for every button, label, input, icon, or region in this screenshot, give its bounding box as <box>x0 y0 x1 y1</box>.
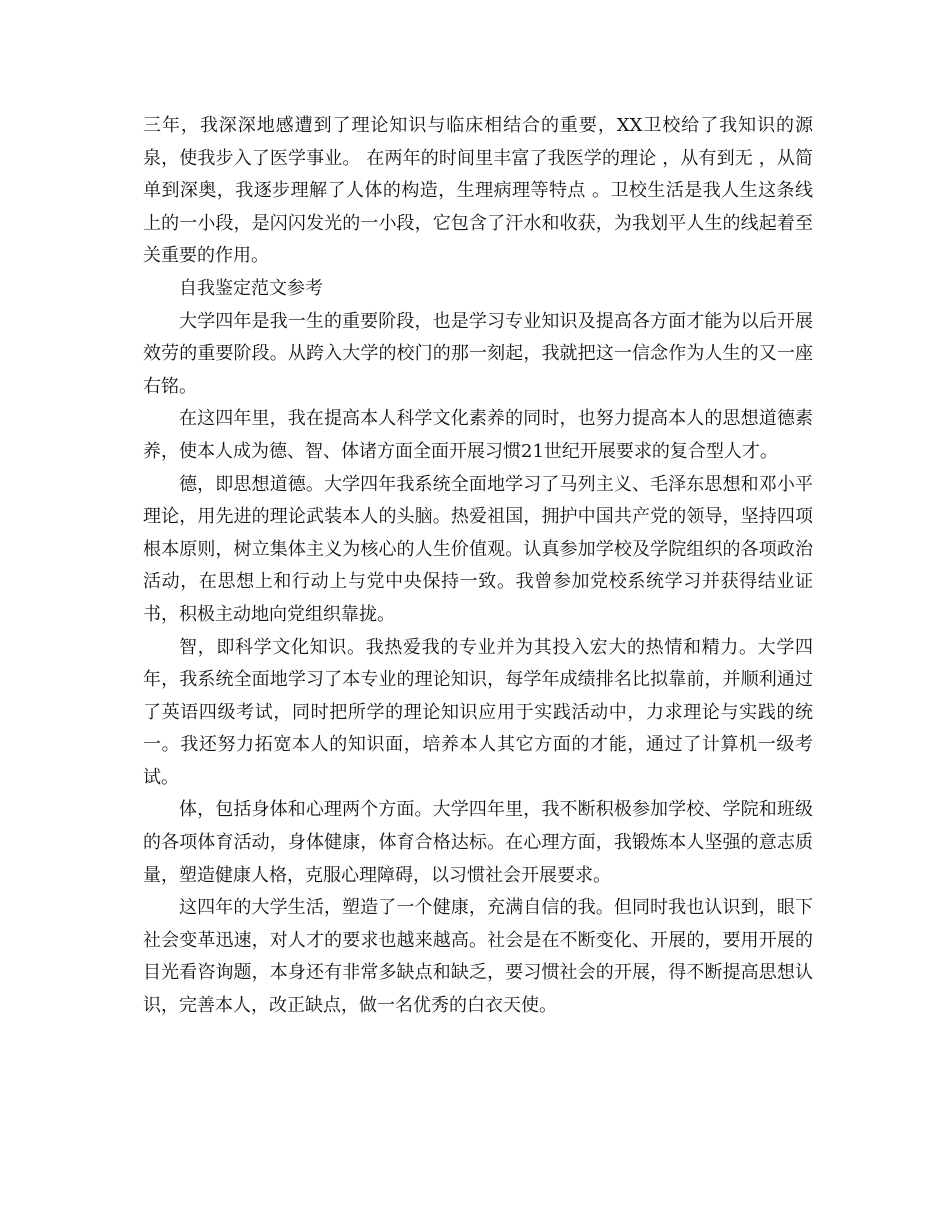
section-heading: 自我鉴定范文参考 <box>179 277 323 299</box>
paragraph-morality: 德，即思想道德。大学四年我系统全面地学习了马列主义、毛泽东思想和邓小平理论，用先进的理论武装本人的头脑。热爱祖国，拥护中国共产党的领导，坚持四项根本原则，树立集体主义为核心的人生价值观。认真参加学校及学院组织的各项政治活动，在思想上和行动上与党中央保持一致。我曾参加党校系统学习并获得结业证书，积极主动地向党组织靠拢。 <box>143 473 813 625</box>
paragraph-overview: 大学四年是我一生的重要阶段，也是学习专业知识及提高各方面才能为以后开展效劳的重要阶段。从跨入大学的校门的那一刻起，我就把这一信念作为人生的又一座右铭。 <box>143 310 813 397</box>
paragraph-goals: 在这四年里，我在提高本人科学文化素养的同时，也努力提高本人的思想道德素养，使本人成为德、智、体诸方面全面开展习惯21世纪开展要求的复合型人才。 <box>143 408 813 462</box>
document-page <box>143 110 813 1023</box>
paragraph-conclusion: 这四年的大学生活，塑造了一个健康，充满自信的我。但同时我也认识到，眼下社会变革迅速，对人才的要求也越来越高。社会是在不断变化、开展的，要用开展的目光看咨询题，本身还有非常多缺点和缺乏，要习惯社会的开展，得不断提高思想认识，完善本人，改正缺点，做一名优秀的白衣天使。 <box>143 897 813 1017</box>
paragraph-knowledge: 智，即科学文化知识。我热爱我的专业并为其投入宏大的热情和精力。大学四年，我系统全面地学习了本专业的理论知识，每学年成绩排名比拟靠前，并顺利通过了英语四级考试，同时把所学的理论知识应用于实践活动中，力求理论与实践的统一。我还努力拓宽本人的知识面，培养本人其它方面的才能，通过了计算机一级考试。 <box>143 636 813 788</box>
paragraph-physical: 体，包括身体和心理两个方面。大学四年里，我不断积极参加学校、学院和班级的各项体育活动，身体健康，体育合格达标。在心理方面，我锻炼本人坚强的意志质量，塑造健康人格，克服心理障碍，以习惯社会开展要求。 <box>143 799 813 886</box>
paragraph-intro: 三年，我深深地感遭到了理论知识与临床相结合的重要，XX卫校给了我知识的源泉，使我步入了医学事业。 在两年的时间里丰富了我医学的理论 ，从有到无 ，从简单到深奥，我逐步理解了人体的构造，生理病理等特点 。卫校生活是我人生这条线上的一小段，是闪闪发光的一小段，它包含了汗水和收获，为我划平人生的线起着至关重要的作用。 <box>143 115 813 267</box>
